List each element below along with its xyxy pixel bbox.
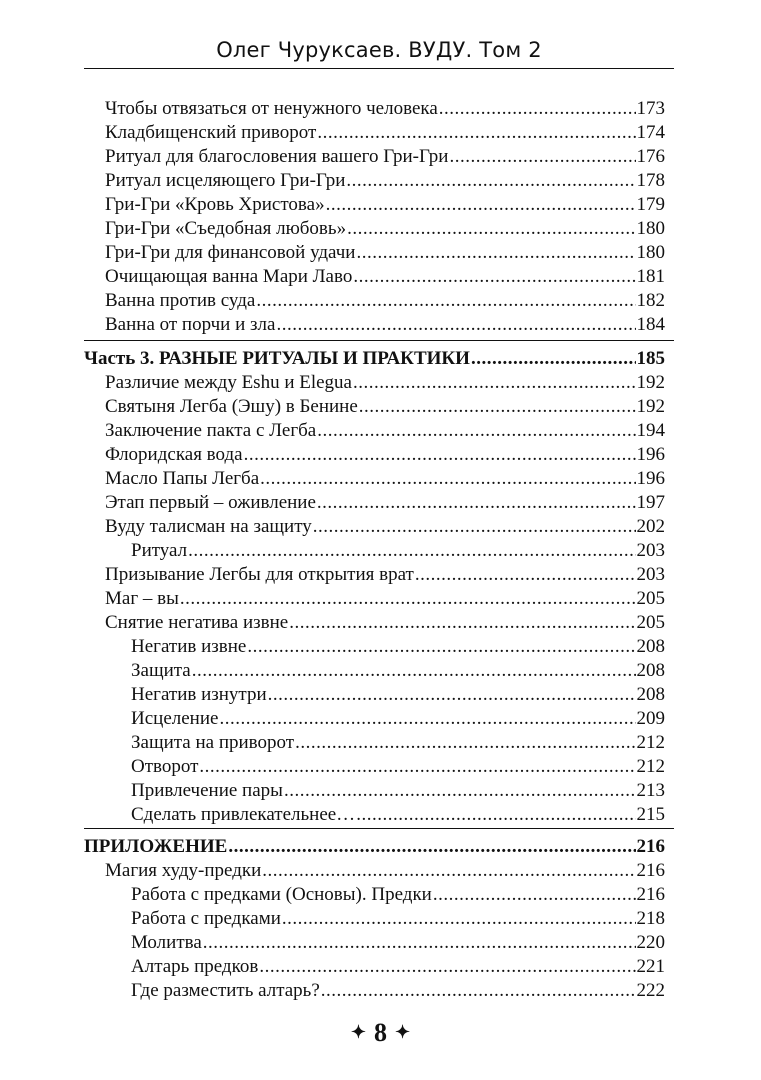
toc-entry (105, 564, 665, 586)
toc-entry-page: 174 (636, 122, 665, 143)
toc-entry (105, 420, 665, 442)
toc-subentry (131, 884, 665, 906)
leader-dots (433, 884, 636, 906)
leader-dots (180, 588, 636, 610)
toc-entry-page: 185 (636, 348, 665, 369)
toc-entry-title: Флоридская вода (105, 444, 243, 465)
leader-dots (247, 636, 635, 658)
toc-subentry (131, 684, 665, 706)
toc-entry-page: 216 (636, 884, 665, 905)
toc-entry-title: Этап первый – оживление (105, 492, 316, 513)
toc-entry-title: Гри-Гри для финансовой удачи (105, 242, 356, 263)
leader-dots (203, 932, 636, 954)
toc-entry (105, 122, 665, 144)
leader-dots (353, 372, 636, 394)
ornament-left-icon: ✦ (350, 1022, 366, 1042)
toc-part-entry (84, 348, 665, 370)
toc-entry-title: Работа с предками (131, 908, 281, 929)
toc-entry-title: Алтарь предков (131, 956, 259, 977)
page-number-footer (0, 1018, 761, 1048)
leader-dots (313, 516, 636, 538)
toc-entry-title: Святыня Легба (Эшу) в Бенине (105, 396, 358, 417)
toc-entry (105, 242, 665, 264)
leader-dots (347, 218, 635, 240)
toc-entry-page: 178 (636, 170, 665, 191)
toc-entry-page: 181 (636, 266, 665, 287)
ornament-right-icon: ✦ (395, 1022, 411, 1042)
toc-entry-title: Заключение пакта с Легба (105, 420, 317, 441)
leader-dots (326, 194, 636, 216)
toc-entry-title: Гри-Гри «Съедобная любовь» (105, 218, 347, 239)
leader-dots (359, 396, 636, 418)
toc-entry (105, 860, 665, 882)
toc-entry-page: 208 (636, 636, 665, 657)
toc-subentry (131, 780, 665, 802)
toc-entry-title: Кладбищенский приворот (105, 122, 317, 143)
toc-entry (105, 612, 665, 634)
toc-entry (105, 266, 665, 288)
toc-entry-title: Очищающая ванна Мари Лаво (105, 266, 353, 287)
toc-entry-title: Отворот (131, 756, 199, 777)
toc-entry (105, 290, 665, 312)
toc-entry-title: Исцеление (131, 708, 219, 729)
toc-subentry (131, 804, 665, 826)
leader-dots (346, 170, 635, 192)
toc-entry-page: 208 (636, 684, 665, 705)
toc-entry-title: Где разместить алтарь? (131, 980, 320, 1001)
toc-entry (105, 218, 665, 240)
toc-entry-title: Ритуал исцеляющего Гри-Гри (105, 170, 346, 191)
leader-dots (415, 564, 636, 586)
leader-dots (295, 732, 635, 754)
toc-entry-title: Привлечение пары (131, 780, 283, 801)
toc-subentry (131, 756, 665, 778)
leader-dots (356, 242, 635, 264)
toc-entry (105, 588, 665, 610)
leader-dots (317, 492, 636, 514)
toc-entry-page: 182 (636, 290, 665, 311)
toc-entry-title: Ванна против суда (105, 290, 256, 311)
toc-subentry (131, 980, 665, 1002)
toc-entry (105, 372, 665, 394)
toc-entry-page: 194 (636, 420, 665, 441)
leader-dots (244, 444, 636, 466)
toc-entry-page: 221 (636, 956, 665, 977)
toc-entry (105, 170, 665, 192)
toc-entry-title: Ритуал (131, 540, 188, 561)
toc-entry (105, 492, 665, 514)
toc-entry-page: 196 (636, 444, 665, 465)
leader-dots (353, 266, 635, 288)
toc-entry-title: Различие между Eshu и Elegua (105, 372, 352, 393)
leader-dots (321, 980, 636, 1002)
toc-entry (105, 396, 665, 418)
leader-dots (219, 708, 635, 730)
toc-entry-page: 180 (636, 218, 665, 239)
toc-entry-title: Работа с предками (Основы). Предки (131, 884, 432, 905)
toc-entry-page: 192 (636, 372, 665, 393)
leader-dots (356, 804, 635, 826)
toc-subentry (131, 908, 665, 930)
toc-entry-title: Сделать привлекательнее… (131, 804, 356, 825)
leader-dots (289, 612, 635, 634)
toc-entry-page: 197 (636, 492, 665, 513)
leader-dots (268, 684, 636, 706)
toc-subentry (131, 932, 665, 954)
toc-entry-page: 208 (636, 660, 665, 681)
section-rule (84, 828, 674, 829)
toc-entry-page: 209 (636, 708, 665, 729)
toc-entry-page: 220 (636, 932, 665, 953)
toc-entry-page: 215 (636, 804, 665, 825)
toc-entry-title: Магия худу-предки (105, 860, 262, 881)
leader-dots (228, 836, 635, 858)
toc-subentry (131, 540, 665, 562)
leader-dots (192, 660, 636, 682)
toc-entry (105, 98, 665, 120)
toc-entry-title: Защита (131, 660, 191, 681)
toc-entry-page: 192 (636, 396, 665, 417)
section-rule (84, 340, 674, 341)
toc-part-entry (84, 836, 665, 858)
toc-entry (105, 194, 665, 216)
toc-entry-page: 216 (636, 836, 665, 857)
toc-entry-title: Снятие негатива извне (105, 612, 289, 633)
page-number: 8 (374, 1018, 387, 1047)
toc-entry-page: 202 (636, 516, 665, 537)
toc-entry-title: Маг – вы (105, 588, 179, 609)
toc-subentry (131, 956, 665, 978)
toc-entry-title: Призывание Легбы для открытия врат (105, 564, 414, 585)
toc-entry-title: Негатив извне (131, 636, 247, 657)
leader-dots (282, 908, 636, 930)
leader-dots (260, 468, 635, 490)
leader-dots (262, 860, 635, 882)
toc-entry-page: 216 (636, 860, 665, 881)
leader-dots (449, 146, 635, 168)
leader-dots (471, 348, 636, 370)
toc-entry-title: Чтобы отвязаться от ненужного человека (105, 98, 438, 119)
toc-entry-page: 184 (636, 314, 665, 335)
toc-entry-page: 212 (636, 732, 665, 753)
header-rule (84, 68, 674, 69)
toc-entry-title: Гри-Гри «Кровь Христова» (105, 194, 325, 215)
leader-dots (199, 756, 635, 778)
toc-entry-title: Часть 3. РАЗНЫЕ РИТУАЛЫ И ПРАКТИКИ (84, 348, 470, 369)
toc-subentry (131, 660, 665, 682)
toc-entry-page: 218 (636, 908, 665, 929)
toc-entry-page: 176 (636, 146, 665, 167)
toc-entry (105, 146, 665, 168)
toc-entry-title: Молитва (131, 932, 202, 953)
leader-dots (256, 290, 635, 312)
leader-dots (276, 314, 635, 336)
leader-dots (284, 780, 636, 802)
toc-entry-page: 203 (636, 540, 665, 561)
toc-entry-title: Негатив изнутри (131, 684, 267, 705)
toc-subentry (131, 636, 665, 658)
toc-entry-title: Масло Папы Легба (105, 468, 260, 489)
leader-dots (317, 420, 635, 442)
toc-entry-title: Ванна от порчи и зла (105, 314, 276, 335)
toc-entry-page: 205 (636, 612, 665, 633)
toc-entry-page: 180 (636, 242, 665, 263)
toc-subentry (131, 708, 665, 730)
toc-entry-title: Ритуал для благословения вашего Гри-Гри (105, 146, 449, 167)
leader-dots (439, 98, 636, 120)
toc-entry-page: 205 (636, 588, 665, 609)
toc-entry-page: 179 (636, 194, 665, 215)
toc-entry-title: Защита на приворот (131, 732, 295, 753)
leader-dots (259, 956, 635, 978)
toc-entry-page: 203 (636, 564, 665, 585)
toc-entry-page: 213 (636, 780, 665, 801)
leader-dots (188, 540, 635, 562)
leader-dots (317, 122, 635, 144)
toc-subentry (131, 732, 665, 754)
toc-entry-title: ПРИЛОЖЕНИЕ (84, 836, 228, 857)
toc-entry (105, 468, 665, 490)
toc-entry-page: 173 (636, 98, 665, 119)
toc-entry (105, 444, 665, 466)
running-header: Олег Чуруксаев. ВУДУ. Том 2 (216, 38, 542, 62)
toc-entry-title: Вуду талисман на защиту (105, 516, 312, 537)
toc-entry-page: 196 (636, 468, 665, 489)
toc-entry (105, 314, 665, 336)
toc-entry-page: 212 (636, 756, 665, 777)
toc-entry-page: 222 (636, 980, 665, 1001)
toc-entry (105, 516, 665, 538)
